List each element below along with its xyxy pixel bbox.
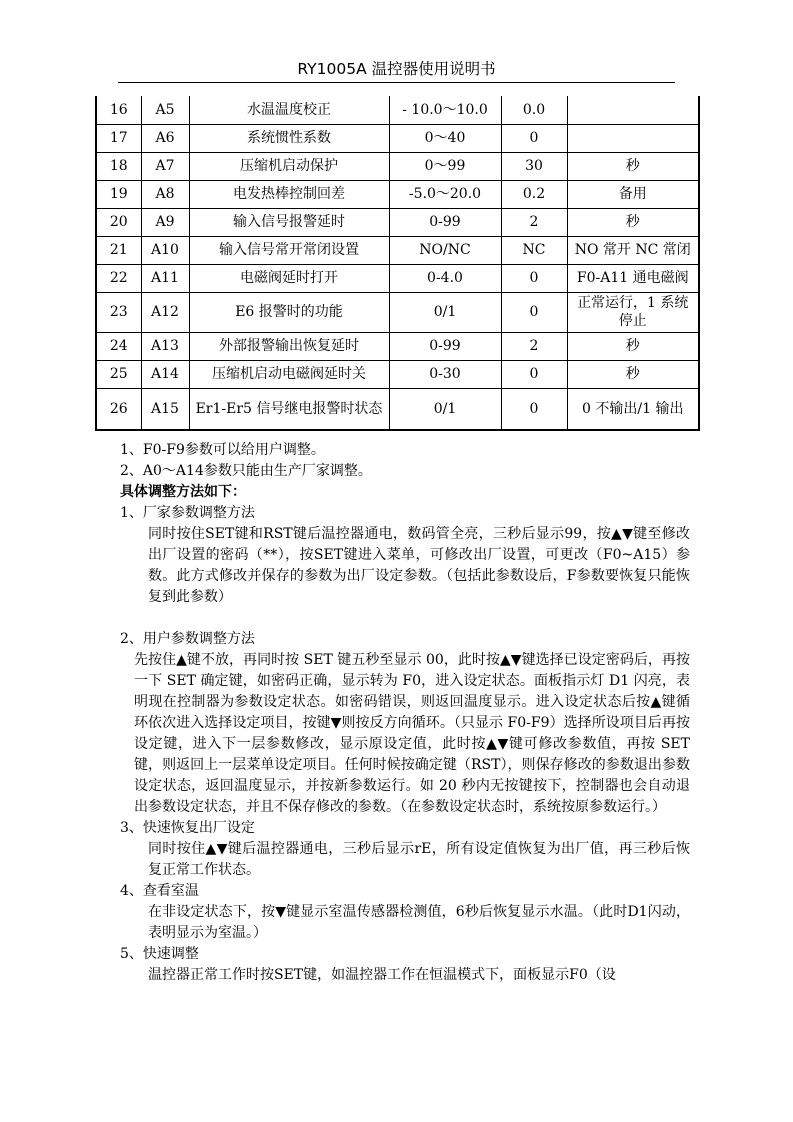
cell-default: 0.0: [501, 96, 567, 124]
cell-no: 20: [96, 208, 141, 236]
cell-name: 输入信号报警延时: [189, 208, 389, 236]
cell-range: -5.0～20.0: [389, 180, 501, 208]
table-row: [96, 180, 699, 208]
cell-name: 水温温度校正: [189, 96, 389, 124]
cell-default: 2: [501, 332, 567, 360]
cell-no: 24: [96, 332, 141, 360]
cell-code: A12: [141, 292, 189, 332]
cell-note: [567, 124, 699, 152]
adjust-method-heading: 具体调整方法如下：: [120, 484, 246, 500]
cell-default: 0.2: [501, 180, 567, 208]
cell-note: F0-A11 通电磁阀: [567, 264, 699, 292]
cell-range: 0-99: [389, 332, 501, 360]
cell-default: 0: [501, 292, 567, 332]
cell-note: [567, 96, 699, 124]
cell-note: 秒: [567, 332, 699, 360]
cell-no: 17: [96, 124, 141, 152]
table-row: [96, 208, 699, 236]
cell-note: 备用: [567, 180, 699, 208]
section-2-title: 2、用户参数调整方法: [120, 631, 255, 647]
cell-default: 2: [501, 208, 567, 236]
section-4-body: 在非设定状态下，按▼键显示室温传感器检测值，6秒后恢复显示水温。（此时D1闪动，表明显示为室温。）: [148, 904, 690, 941]
cell-code: A6: [141, 124, 189, 152]
parameter-table: [95, 96, 700, 431]
cell-name: 电发热棒控制回差: [189, 180, 389, 208]
section-3-title: 3、快速恢复出厂设定: [120, 820, 255, 836]
cell-code: A7: [141, 152, 189, 180]
cell-range: 0-4.0: [389, 264, 501, 292]
cell-note: NO 常开 NC 常闭: [567, 236, 699, 264]
cell-no: 16: [96, 96, 141, 124]
table-row: [96, 388, 699, 430]
table-row: [96, 152, 699, 180]
cell-range: 0～40: [389, 124, 501, 152]
cell-no: 21: [96, 236, 141, 264]
cell-name: Er1-Er5 信号继电报警时状态: [189, 388, 389, 430]
cell-code: A13: [141, 332, 189, 360]
cell-name: 电磁阀延时打开: [189, 264, 389, 292]
cell-range: 0-99: [389, 208, 501, 236]
cell-code: A5: [141, 96, 189, 124]
table-row: [96, 264, 699, 292]
table-row: [96, 124, 699, 152]
cell-default: 0: [501, 264, 567, 292]
cell-default: 0: [501, 124, 567, 152]
cell-no: 23: [96, 292, 141, 332]
cell-code: A15: [141, 388, 189, 430]
cell-name: 系统惯性系数: [189, 124, 389, 152]
section-5-title: 5、快速调整: [120, 946, 199, 962]
cell-code: A11: [141, 264, 189, 292]
cell-no: 18: [96, 152, 141, 180]
cell-name: E6 报警时的功能: [189, 292, 389, 332]
table-row: [96, 360, 699, 388]
cell-range: 0/1: [389, 292, 501, 332]
cell-note: 0 不输出/1 输出: [567, 388, 699, 430]
page-header-title: RY1005A 温控器使用说明书: [297, 60, 496, 78]
cell-default: 0: [501, 360, 567, 388]
cell-no: 19: [96, 180, 141, 208]
cell-code: A10: [141, 236, 189, 264]
cell-range: 0/1: [389, 388, 501, 430]
table-row: [96, 96, 699, 124]
cell-note: 正常运行，1 系统停止: [567, 292, 699, 332]
section-2-body: 先按住▲键不放，再同时按 SET 键五秒至显示 00，此时按▲▼键选择已设定密码后，再按一下 SET 确定键，如密码正确，显示转为 F0，进入设定状态。面板指示灯 D1 闪亮，表明现在控制器为参数设定状态。如密码错误，则返回温度显示。进入设定状态后按▲键循环依次进入选择设定项目，按键▼则按反方向循环。（只显示 F0-F9）选择所设项目后再按设定键，进入下一层参数修改，显示原设定值，此时按▲▼键可修改参数值，再按 SET 键，则返回上一层菜单设定项目。任何时候按确定键（RST），则保存修改的参数退出参数设定状态，返回温度显示，并按新参数运行。如 20 秒内无按键按下，控制器也会自动退出参数设定状态，并且不保存修改的参数。（在参数设定状态时，系统按原参数运行。）: [134, 652, 690, 815]
cell-note: 秒: [567, 152, 699, 180]
cell-name: 输入信号常开常闭设置: [189, 236, 389, 264]
cell-default: 30: [501, 152, 567, 180]
cell-range: - 10.0～10.0: [389, 96, 501, 124]
cell-code: A9: [141, 208, 189, 236]
cell-no: 22: [96, 264, 141, 292]
note-2: 2、A0～A14参数只能由生产厂家调整。: [120, 463, 372, 479]
instructions-section: [120, 440, 690, 986]
cell-name: 压缩机启动保护: [189, 152, 389, 180]
cell-note: 秒: [567, 208, 699, 236]
cell-default: 0: [501, 388, 567, 430]
cell-name: 压缩机启动电磁阀延时关: [189, 360, 389, 388]
table-row: [96, 236, 699, 264]
spacer: [120, 608, 690, 629]
cell-note: 秒: [567, 360, 699, 388]
section-1-title: 1、厂家参数调整方法: [120, 505, 255, 521]
cell-code: A8: [141, 180, 189, 208]
cell-default: NC: [501, 236, 567, 264]
section-4-title: 4、查看室温: [120, 883, 199, 899]
section-1-body: 同时按住SET键和RST键后温控器通电，数码管全亮，三秒后显示99，按▲▼键至修改出厂设置的密码（**），按SET键进入菜单，可修改出厂设置，可更改（F0~A15）参数。此方式修改并保存的参数为出厂设定参数。（包括此参数设后，F参数要恢复只能恢复到此参数）: [148, 526, 690, 605]
table-row: [96, 292, 699, 332]
cell-range: NO/NC: [389, 236, 501, 264]
cell-name: 外部报警输出恢复延时: [189, 332, 389, 360]
cell-code: A14: [141, 360, 189, 388]
section-3-body: 同时按住▲▼键后温控器通电，三秒后显示rE，所有设定值恢复为出厂值，再三秒后恢复正常工作状态。: [148, 841, 690, 878]
section-5-body: 温控器正常工作时按SET键，如温控器工作在恒温模式下，面板显示F0（设: [148, 967, 616, 983]
table-row: [96, 332, 699, 360]
cell-no: 26: [96, 388, 141, 430]
cell-no: 25: [96, 360, 141, 388]
note-1: 1、F0-F9参数可以给用户调整。: [120, 442, 325, 458]
cell-range: 0-30: [389, 360, 501, 388]
cell-range: 0～99: [389, 152, 501, 180]
header-divider: [118, 82, 675, 83]
